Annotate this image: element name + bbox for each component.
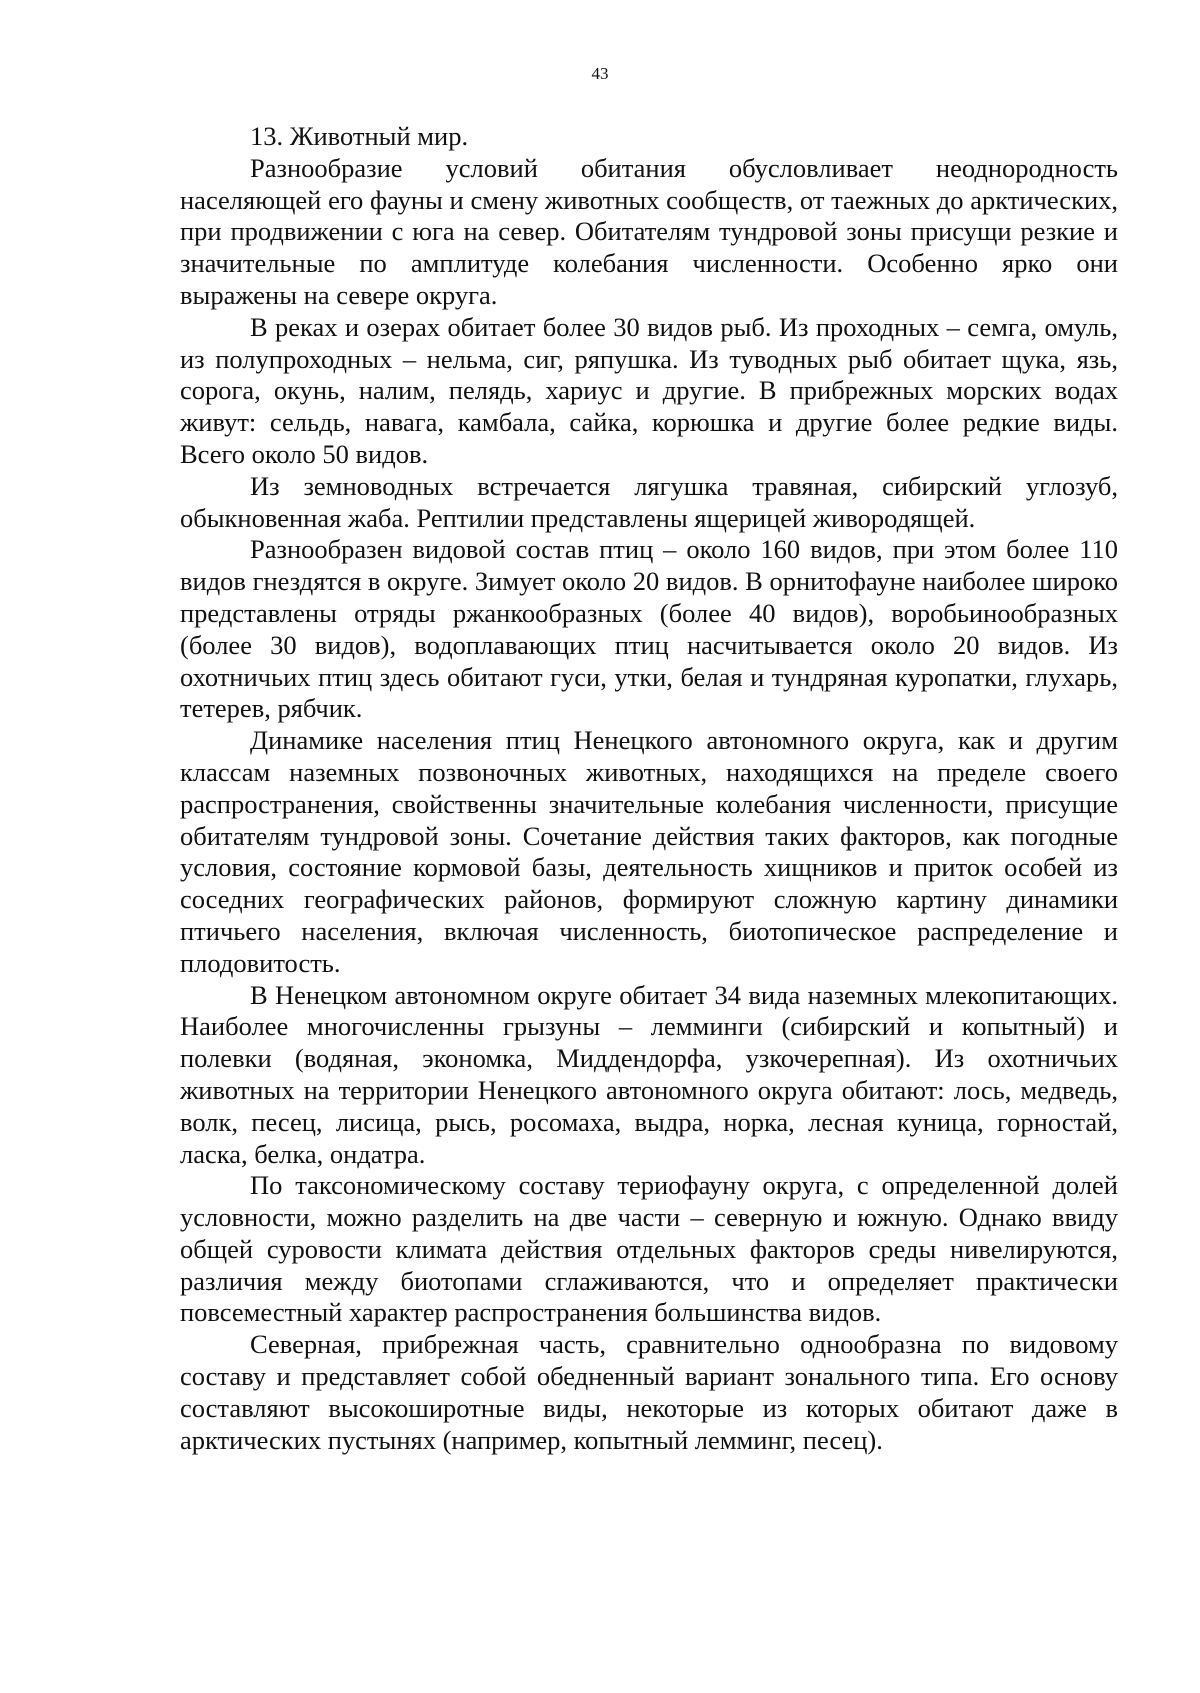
paragraph-teriofauna: По таксономическому составу териофауну округа, с определенной долей условности, можно разделить на две части – северную и южную. Однако ввиду общей суровости климата действия отдельных факторов среды нивелируются, различия между биотопами сглаживаются, что и определяет практически повсеместный характер распространения большинства видов. bbox=[180, 1170, 1118, 1328]
paragraph-northern-part: Северная, прибрежная часть, сравнительно однообразна по видовому составу и представляет собой обедненный вариант зонального типа. Его основу составляют высокоширотные виды, некоторые из которых обитают даже в арктических пустынях (например, копытный лемминг, песец). bbox=[180, 1329, 1118, 1455]
paragraph-mammals: В Ненецком автономном округе обитает 34 вида наземных млекопитающих. Наиболее многочисленны грызуны – лемминги (сибирский и копытный) и полевки (водяная, экономка, Миддендорфа, узкочерепная). Из охотничьих животных на территории Ненецкого автономного округа обитают: лось, медведь, волк, песец, лисица, рысь, росомаха, выдра, норка, лесная куница, горностай, ласка, белка, ондатра. bbox=[180, 979, 1118, 1169]
page-number: 43 bbox=[591, 64, 609, 83]
paragraph-bird-dynamics: Динамике населения птиц Ненецкого автономного округа, как и другим классам наземных позвоночных животных, находящихся на пределе своего распространения, свойственны значительные колебания численности, присущие обитателям тундровой зоны. Сочетание действия таких факторов, как погодные условия, состояние кормовой базы, деятельность хищников и приток особей из соседних географических районов, формируют сложную картину динамики птичьего населения, включая численность, биотопическое распределение и плодовитость. bbox=[180, 725, 1118, 978]
paragraph-fish: В реках и озерах обитает более 30 видов рыб. Из проходных – семга, омуль, из полупроходных – нельма, сиг, ряпушка. Из туводных рыб обитает щука, язь, сорога, окунь, налим, пелядь, хариус и другие. В прибрежных морских водах живут: сельдь, навага, камбала, сайка, корюшка и другие более редкие виды. Всего около 50 видов. bbox=[180, 311, 1118, 469]
paragraph-birds: Разнообразен видовой состав птиц – около 160 видов, при этом более 110 видов гнездятся в округе. Зимует около 20 видов. В орнитофауне наиболее широко представлены отряды ржанкообразных (более 40 видов), воробьинообразных (более 30 видов), водоплавающих птиц насчитывается около 20 видов. Из охотничьих птиц здесь обитают гуси, утки, белая и тундряная куропатки, глухарь, тетерев, рябчик. bbox=[180, 534, 1118, 724]
section-title: 13. Животный мир. bbox=[250, 121, 469, 151]
paragraph-amphibians-reptiles: Из земноводных встречается лягушка травяная, сибирский углозуб, обыкновенная жаба. Рептилии представлены ящерицей живородящей. bbox=[180, 470, 1118, 533]
document-body bbox=[180, 121, 1118, 1456]
paragraph-habitat-diversity: Разнообразие условий обитания обусловливает неоднородность населяющей его фауны и смену животных сообществ, от таежных до арктических, при продвижении с юга на север. Обитателям тундровой зоны присущи резкие и значительные по амплитуде колебания численности. Особенно ярко они выражены на севере округа. bbox=[180, 152, 1118, 310]
